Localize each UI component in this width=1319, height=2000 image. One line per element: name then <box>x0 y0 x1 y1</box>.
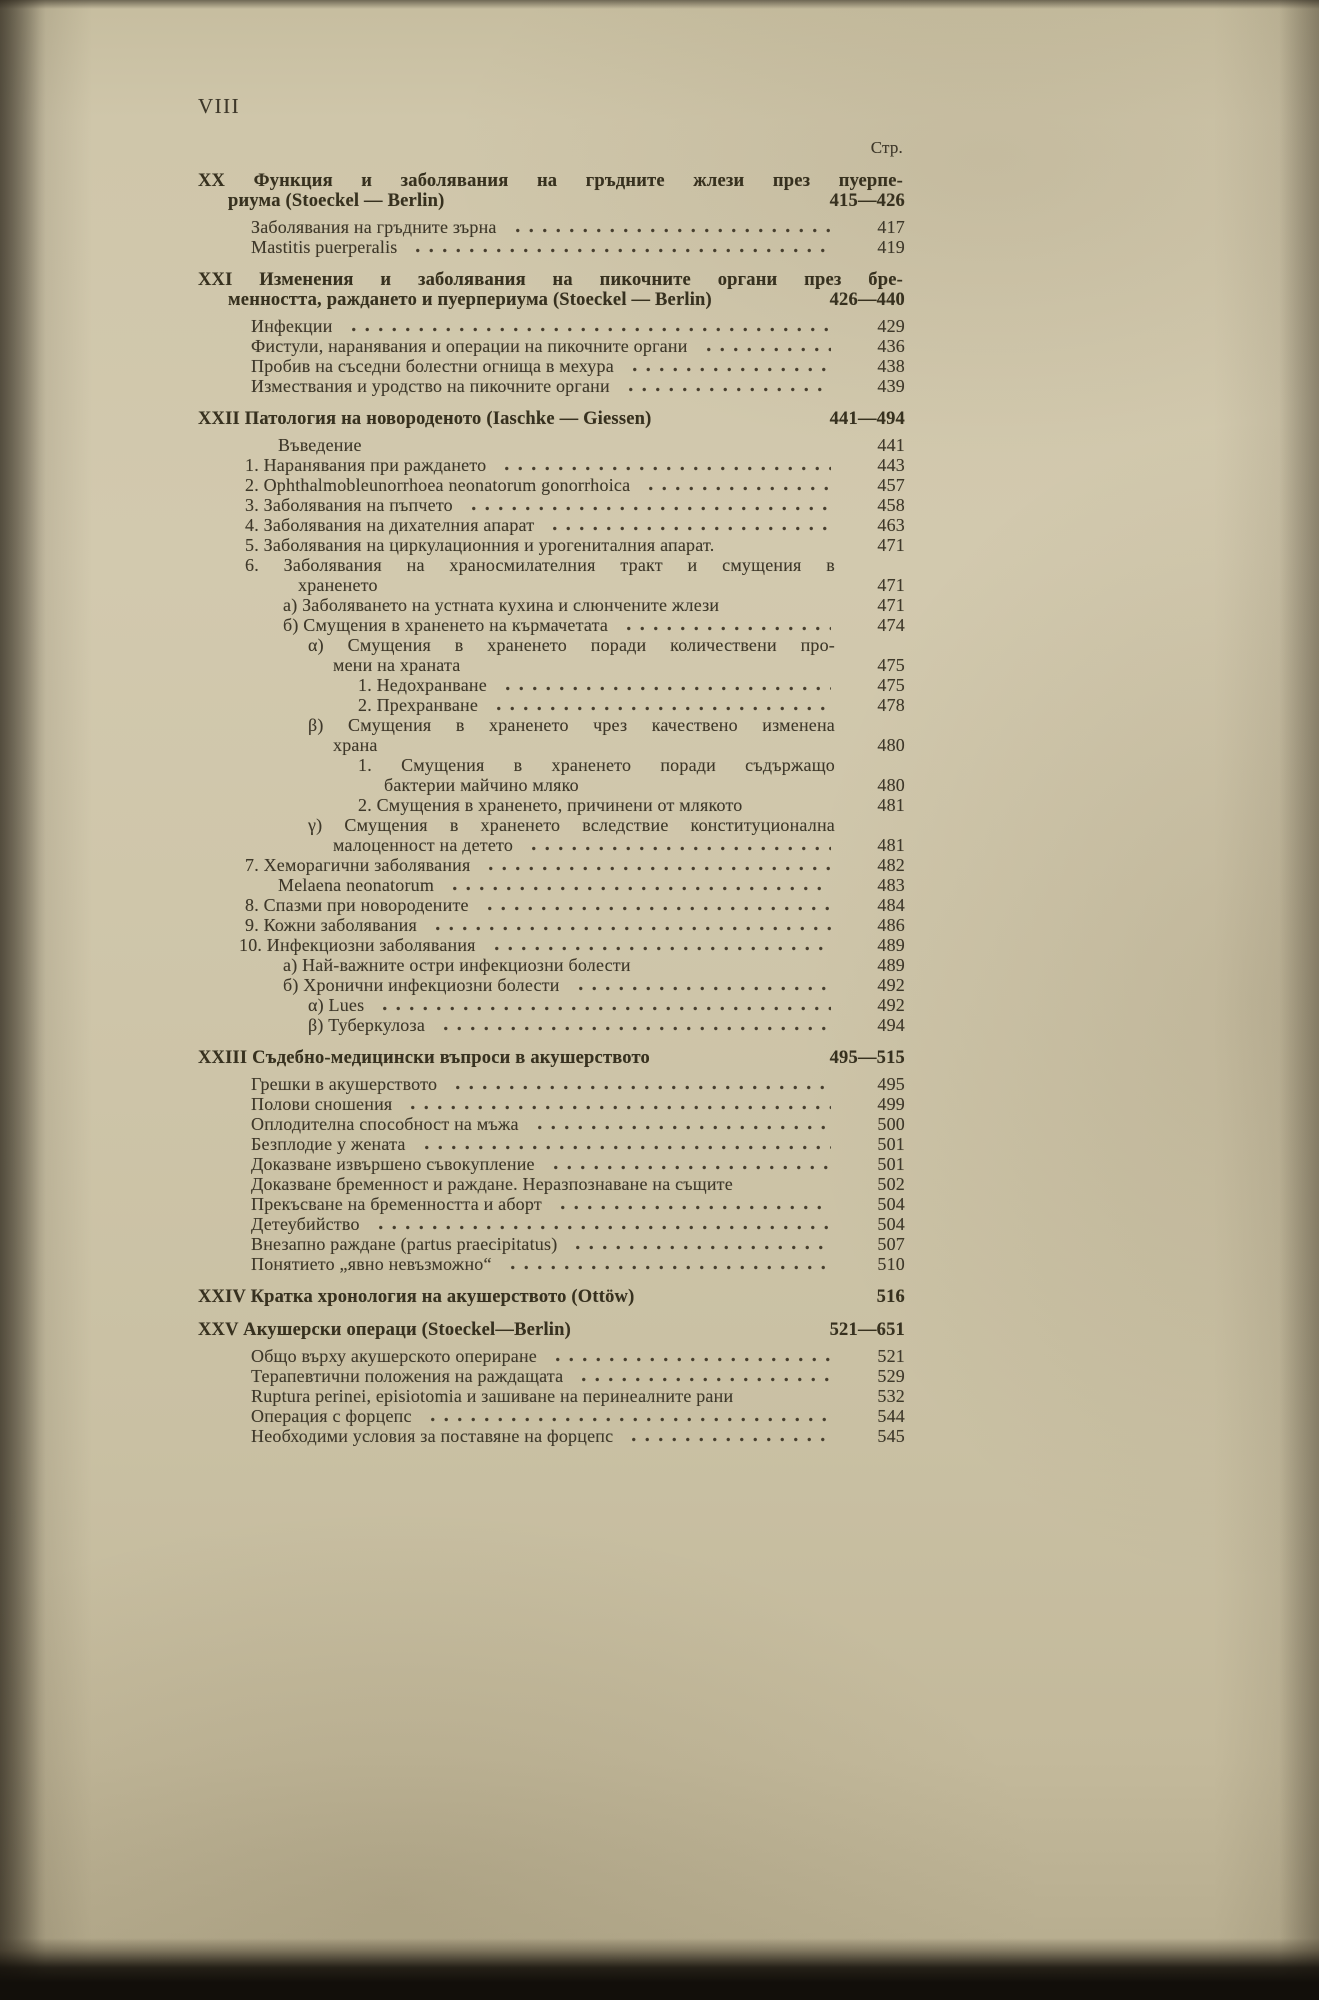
toc-entry-line <box>198 1114 905 1134</box>
toc-page-number: 486 <box>877 915 905 935</box>
leader-space <box>728 606 831 611</box>
toc-page-number: 474 <box>877 615 905 635</box>
leader-dots <box>639 486 831 491</box>
toc-entry-title: Пробив на съседни болестни огнища в мехура <box>251 356 614 376</box>
toc-entry-title: бактерии майчино мляко <box>384 775 579 795</box>
toc-entry <box>198 755 905 795</box>
toc-entry <box>198 495 905 515</box>
toc-chapter-entry <box>198 1320 905 1340</box>
toc-page-number: 489 <box>877 935 905 955</box>
toc-entry-title: Mastitis puerperalis <box>251 237 398 257</box>
toc-entry <box>198 935 905 955</box>
toc-entry-title: XXV Акушерски операци (Stoeckel—Berlin) <box>198 1320 571 1340</box>
toc-entry-line: γ) Смущения в храненето вследствие конституционална <box>308 815 835 835</box>
toc-entry-title: Понятието „явно невъзможно“ <box>251 1254 492 1274</box>
toc-page-number: 507 <box>877 1234 905 1254</box>
leader-space <box>453 201 821 206</box>
toc-page-number: 480 <box>877 735 905 755</box>
toc-page-number: 492 <box>877 995 905 1015</box>
toc-page-number: 501 <box>877 1154 905 1174</box>
toc-page-number: 441 <box>877 435 905 455</box>
toc-page-number: 457 <box>877 475 905 495</box>
toc-entry-title: Въведение <box>278 435 362 455</box>
toc-entry-line <box>198 376 905 396</box>
toc-entry-line <box>198 895 905 915</box>
toc-entry-line: β) Смущения в храненето чрез качествено изменена <box>308 715 835 735</box>
toc-page-number: 481 <box>877 795 905 815</box>
toc-entry <box>198 975 905 995</box>
toc-entry-line <box>198 955 905 975</box>
toc-page-number: 489 <box>877 955 905 975</box>
toc-entry-title: а) Най-важните остри инфекциозни болести <box>283 955 631 975</box>
toc-entry-title: 10. Инфекциозни заболявания <box>239 935 476 955</box>
toc-entry-line <box>198 1194 905 1214</box>
leader-dots <box>543 526 831 531</box>
toc-entry <box>198 237 905 257</box>
leader-dots <box>369 1225 831 1230</box>
toc-entry <box>198 1234 905 1254</box>
toc-entry-title: Инфекции <box>251 316 333 336</box>
toc-page-number: 532 <box>877 1386 905 1406</box>
toc-entry-line <box>198 615 905 635</box>
toc-entry-line <box>198 1174 905 1194</box>
toc-entry-title: 4. Заболявания на дихателния апарат <box>245 515 535 535</box>
toc-entry-title: Внезапно раждане (partus praecipitatus) <box>251 1234 558 1254</box>
toc-chapter-entry <box>198 1287 905 1307</box>
leader-dots <box>373 1006 831 1011</box>
toc-entry-line <box>198 1346 905 1366</box>
toc-entry-line <box>198 775 905 795</box>
photo-shadow-top <box>0 0 1319 9</box>
leader-dots <box>495 466 831 471</box>
toc-chapter-entry <box>198 171 905 211</box>
toc-entry-title: мени на храната <box>333 655 461 675</box>
toc-entry <box>198 1015 905 1035</box>
toc-entry-title: 1. Наранявания при раждането <box>245 455 487 475</box>
toc-entry <box>198 875 905 895</box>
toc-entry-title: XXII Патология на новороденото (Iaschke — Giessen) <box>198 409 652 429</box>
toc-entry <box>198 1346 905 1366</box>
toc-entry-line <box>198 1287 905 1307</box>
toc-entry-line: 1. Смущения в храненето поради съдържащо <box>358 755 835 775</box>
toc-entry-line <box>198 595 905 615</box>
toc-entry-title: б) Смущения в храненето на кърмачетата <box>283 615 609 635</box>
toc-entry-title: 2. Ophthalmobleunorrhoea neonatorum gonorrhoica <box>245 475 631 495</box>
toc-page-number: 500 <box>877 1114 905 1134</box>
toc-entry-title: Терапевтични положения на раждащата <box>251 1366 564 1386</box>
leader-space <box>659 1058 822 1063</box>
leader-dots <box>572 1377 831 1382</box>
toc-entry <box>198 715 905 755</box>
toc-entry <box>198 1366 905 1386</box>
toc-entry-title: Необходими условия за поставяне на форцепс <box>251 1426 614 1446</box>
toc-page-number: 439 <box>877 376 905 396</box>
toc-page-number: 495—515 <box>829 1048 905 1068</box>
toc-entry-line <box>198 217 905 237</box>
book-page <box>198 96 905 1446</box>
toc-entry <box>198 376 905 396</box>
leader-dots <box>566 1245 831 1250</box>
leader-dots <box>401 1105 831 1110</box>
toc-entry <box>198 595 905 615</box>
toc-entry-title: Доказване извършено съвокупление <box>251 1154 535 1174</box>
leader-dots <box>462 506 831 511</box>
toc-entry <box>198 336 905 356</box>
toc-entry-line <box>198 935 905 955</box>
toc-entry-title: Измествания и уродство на пикочните органи <box>251 376 610 396</box>
toc-page-number: 484 <box>877 895 905 915</box>
leader-dots <box>623 367 831 372</box>
leader-space <box>588 786 831 791</box>
toc-entry-title: 3. Заболявания на пъпчето <box>245 495 453 515</box>
leader-dots <box>544 1165 831 1170</box>
toc-page-number: 501 <box>877 1134 905 1154</box>
toc-entry-title: Фистули, наранявания и операции на пикочните органи <box>251 336 688 356</box>
toc-entry <box>198 795 905 815</box>
toc-entry <box>198 1426 905 1446</box>
toc-entry <box>198 955 905 975</box>
toc-page-number: 480 <box>877 775 905 795</box>
table-of-contents <box>198 171 905 1446</box>
leader-space <box>387 586 831 591</box>
toc-page-number: 436 <box>877 336 905 356</box>
toc-entry <box>198 535 905 555</box>
leader-space <box>580 1330 822 1335</box>
toc-entry-line <box>198 1134 905 1154</box>
toc-page-number: 521 <box>877 1346 905 1366</box>
toc-entry-title: 1. Недохранване <box>358 675 487 695</box>
toc-entry <box>198 1114 905 1134</box>
toc-entry-line <box>198 1426 905 1446</box>
toc-page-number: 417 <box>877 217 905 237</box>
toc-entry-title: Melaena neonatorum <box>278 875 435 895</box>
toc-entry-line <box>198 515 905 535</box>
leader-space <box>387 746 831 751</box>
toc-entry <box>198 1134 905 1154</box>
toc-entry-line: XX Функция и заболявания на гръдните жлези през пуерпе- <box>198 171 903 191</box>
toc-entry-title: Доказване бременност и раждане. Неразпознаване на същите <box>251 1174 733 1194</box>
toc-entry <box>198 635 905 675</box>
toc-entry <box>198 1174 905 1194</box>
toc-chapter-entry <box>198 409 905 429</box>
toc-entry <box>198 1254 905 1274</box>
toc-entry-line <box>198 695 905 715</box>
toc-entry-line <box>198 475 905 495</box>
leader-dots <box>446 1085 831 1090</box>
toc-entry-line <box>198 316 905 336</box>
toc-entry <box>198 895 905 915</box>
toc-page-number: 482 <box>877 855 905 875</box>
toc-entry-line <box>198 1406 905 1426</box>
toc-page-number: 429 <box>877 316 905 336</box>
photo-shadow-left <box>0 0 46 2000</box>
toc-entry-line <box>198 995 905 1015</box>
toc-entry-title: Прекъсване на бременността и аборт <box>251 1194 542 1214</box>
toc-page-number: 510 <box>877 1254 905 1274</box>
toc-entry <box>198 1094 905 1114</box>
toc-page-number: 494 <box>877 1015 905 1035</box>
toc-entry-title: α) Lues <box>308 995 365 1015</box>
toc-entry-title: XXIV Кратка хронология на акушерството (Ottöw) <box>198 1287 635 1307</box>
toc-entry-line <box>198 455 905 475</box>
toc-page-number: 443 <box>877 455 905 475</box>
toc-entry <box>198 1074 905 1094</box>
leader-dots <box>622 1437 831 1442</box>
toc-entry-title: Оплодителна способност на мъжа <box>251 1114 519 1134</box>
toc-entry-line <box>198 237 905 257</box>
toc-entry-line <box>198 336 905 356</box>
toc-page-number: 426—440 <box>829 290 905 310</box>
toc-entry-title: 2. Прехранване <box>358 695 479 715</box>
toc-entry <box>198 475 905 495</box>
toc-page-number: 521—651 <box>829 1320 905 1340</box>
toc-entry-title: β) Туберкулоза <box>308 1015 426 1035</box>
toc-entry <box>198 1154 905 1174</box>
toc-entry-title: менността, раждането и пуерпериума (Stoeckel — Berlin) <box>228 290 712 310</box>
toc-page-number: 529 <box>877 1366 905 1386</box>
toc-page-number: 504 <box>877 1214 905 1234</box>
toc-page-number: 458 <box>877 495 905 515</box>
leader-space <box>640 966 831 971</box>
toc-entry <box>198 356 905 376</box>
leader-dots <box>551 1205 831 1210</box>
toc-entry-title: Безплодие у жената <box>251 1134 406 1154</box>
toc-entry-title: XXIII Съдебно-медицински въпроси в акушерството <box>198 1048 650 1068</box>
toc-entry-title: а) Заболяването на устната кухина и слюнчените жлези <box>283 595 720 615</box>
toc-entry-title: Общо върху акушерското опериране <box>251 1346 537 1366</box>
photo-edge-bottom <box>0 1938 1319 2000</box>
toc-entry <box>198 915 905 935</box>
toc-entry-line <box>198 356 905 376</box>
toc-entry-title: храна <box>333 735 378 755</box>
toc-entry <box>198 555 905 595</box>
toc-chapter-entry <box>198 270 905 310</box>
toc-page-number: 438 <box>877 356 905 376</box>
toc-entry-line <box>198 795 905 815</box>
toc-entry-title: малоценност на детето <box>333 835 514 855</box>
toc-entry-line <box>198 495 905 515</box>
toc-entry-title: Детеубийство <box>251 1214 360 1234</box>
toc-entry <box>198 217 905 237</box>
leader-dots <box>546 1357 831 1362</box>
toc-entry-line <box>198 1234 905 1254</box>
toc-entry <box>198 515 905 535</box>
leader-dots <box>697 347 831 352</box>
toc-entry <box>198 316 905 336</box>
toc-entry <box>198 1214 905 1234</box>
toc-entry-title: 2. Смущения в храненето, причинени от млякото <box>358 795 743 815</box>
toc-entry-line <box>198 655 905 675</box>
toc-entry-title: 5. Заболявания на циркулационния и урогениталния апарат. <box>245 535 715 555</box>
leader-dots <box>479 866 831 871</box>
toc-entry <box>198 1194 905 1214</box>
toc-entry-line: 6. Заболявания на храносмилателния тракт и смущения в <box>245 555 835 575</box>
toc-entry-line <box>198 1366 905 1386</box>
toc-entry-title: 7. Хеморагични заболявания <box>245 855 471 875</box>
leader-space <box>721 300 822 305</box>
photo-shadow-right <box>1279 0 1319 2000</box>
toc-entry <box>198 455 905 475</box>
toc-page-number: 499 <box>877 1094 905 1114</box>
leader-dots <box>501 1265 831 1270</box>
toc-entry-line <box>198 290 905 310</box>
toc-entry-line <box>198 535 905 555</box>
toc-page-number: 516 <box>876 1287 905 1307</box>
leader-dots <box>487 706 831 711</box>
leader-dots <box>434 1026 831 1031</box>
toc-page-number: 545 <box>877 1426 905 1446</box>
toc-entry-line <box>198 835 905 855</box>
leader-space <box>752 806 832 811</box>
toc-entry <box>198 1406 905 1426</box>
leader-dots <box>617 626 831 631</box>
leader-dots <box>619 387 831 392</box>
toc-entry-line <box>198 1094 905 1114</box>
leader-dots <box>506 228 831 233</box>
leader-dots <box>485 946 831 951</box>
toc-entry-title: б) Хронични инфекциозни болести <box>283 975 560 995</box>
toc-entry <box>198 815 905 855</box>
toc-page-number: 419 <box>877 237 905 257</box>
leader-dots <box>415 1145 831 1150</box>
toc-entry-line <box>198 1386 905 1406</box>
toc-page-number: 495 <box>877 1074 905 1094</box>
toc-entry-line <box>198 675 905 695</box>
leader-dots <box>406 248 831 253</box>
page-number-folio: VIII <box>198 94 241 118</box>
leader-dots <box>522 846 831 851</box>
toc-entry-title: Ruptura perinei, episiotomia и зашиване на перинеалните рани <box>251 1386 734 1406</box>
toc-page-number: 471 <box>877 595 905 615</box>
toc-page-number: 471 <box>877 575 905 595</box>
leader-space <box>371 446 831 451</box>
toc-entry-title: риума (Stoeckel — Berlin) <box>228 191 445 211</box>
toc-entry-line <box>198 1254 905 1274</box>
toc-chapter-entry <box>198 1048 905 1068</box>
leader-space <box>742 1397 831 1402</box>
toc-entry-title: Заболявания на гръдните зърна <box>251 217 497 237</box>
toc-entry-line: XXI Изменения и заболявания на пикочните органи през бре- <box>198 270 903 290</box>
toc-entry-line <box>198 1320 905 1340</box>
toc-entry-line <box>198 191 905 211</box>
leader-dots <box>421 1417 831 1422</box>
leader-dots <box>478 906 831 911</box>
toc-entry-line <box>198 735 905 755</box>
toc-page-number: 475 <box>877 675 905 695</box>
toc-entry-line <box>198 435 905 455</box>
toc-entry-title: Грешки в акушерството <box>251 1074 438 1094</box>
toc-entry <box>198 995 905 1015</box>
toc-entry-title: Полови сношения <box>251 1094 393 1114</box>
leader-space <box>470 666 832 671</box>
toc-page-number: 481 <box>877 835 905 855</box>
leader-space <box>742 1185 831 1190</box>
toc-entry-line <box>198 1015 905 1035</box>
toc-entry-title: 9. Кожни заболявания <box>245 915 417 935</box>
leader-dots <box>443 886 831 891</box>
toc-entry-line <box>198 1154 905 1174</box>
toc-page-number: 502 <box>877 1174 905 1194</box>
toc-page-number: 483 <box>877 875 905 895</box>
toc-entry <box>198 695 905 715</box>
toc-entry <box>198 435 905 455</box>
toc-page-number: 544 <box>877 1406 905 1426</box>
leader-space <box>723 546 831 551</box>
toc-page-number: 415—426 <box>829 191 905 211</box>
toc-entry-line <box>198 855 905 875</box>
toc-page-number: 471 <box>877 535 905 555</box>
toc-entry-line <box>198 1214 905 1234</box>
leader-space <box>661 419 822 424</box>
leader-dots <box>496 686 831 691</box>
toc-entry-line <box>198 975 905 995</box>
toc-entry <box>198 855 905 875</box>
leader-dots <box>528 1125 831 1130</box>
toc-entry-line <box>198 915 905 935</box>
toc-entry-line <box>198 875 905 895</box>
leader-dots <box>426 926 831 931</box>
toc-page-number: 463 <box>877 515 905 535</box>
toc-entry <box>198 615 905 635</box>
leader-space <box>643 1297 831 1302</box>
toc-page-number: 441—494 <box>829 409 905 429</box>
toc-entry-title: 8. Спазми при новородените <box>245 895 469 915</box>
toc-entry <box>198 1386 905 1406</box>
toc-entry-line <box>198 1074 905 1094</box>
toc-entry-line <box>198 409 905 429</box>
toc-page-number: 504 <box>877 1194 905 1214</box>
toc-entry-line <box>198 1048 905 1068</box>
toc-entry-line: α) Смущения в храненето поради количествени про- <box>308 635 835 655</box>
toc-entry-title: храненето <box>298 575 378 595</box>
toc-page-number: 478 <box>877 695 905 715</box>
leader-dots <box>342 327 831 332</box>
toc-entry-line <box>198 575 905 595</box>
leader-dots <box>569 986 831 991</box>
toc-page-number: 492 <box>877 975 905 995</box>
toc-entry <box>198 675 905 695</box>
toc-page-number: 475 <box>877 655 905 675</box>
toc-entry-title: Операция с форцепс <box>251 1406 412 1426</box>
page-column-header: Стр. <box>870 138 903 157</box>
